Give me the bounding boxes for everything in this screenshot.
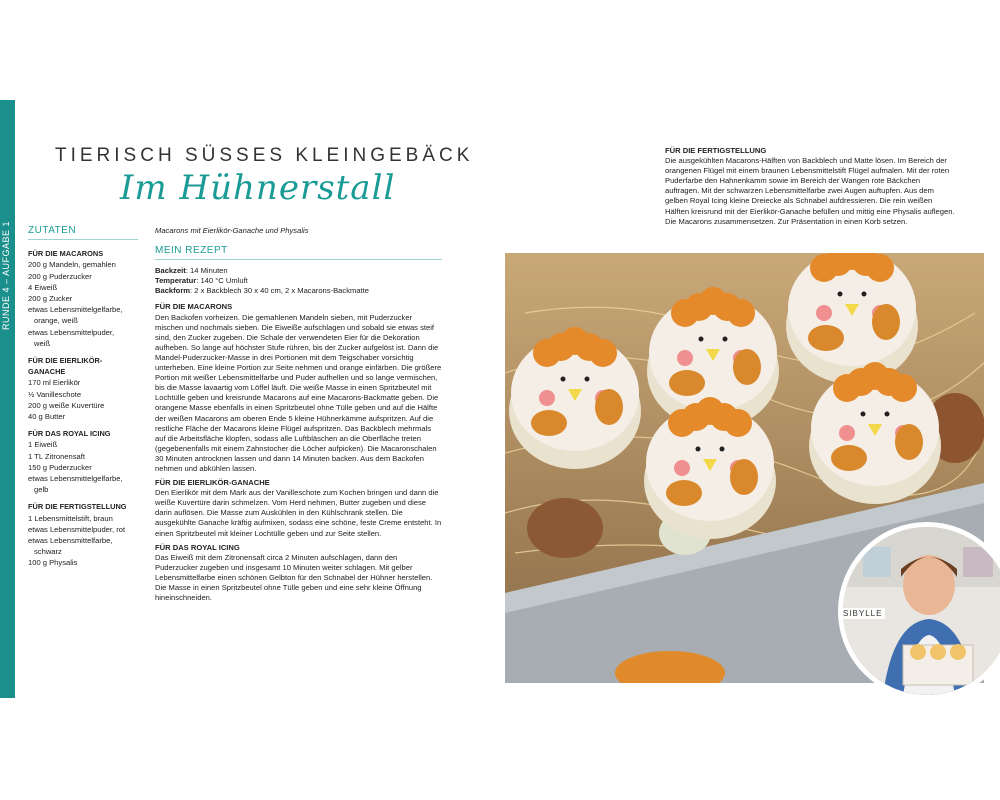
recipe-subtitle: Macarons mit Eierlikör-Ganache und Physalis: [155, 226, 309, 235]
ingredient-item: etwas Lebensmittelgelfarbe,: [28, 474, 123, 484]
ingredient-item: gelb: [34, 485, 49, 495]
ingredients-section-title: FÜR DIE FERTIGSTELLUNG: [28, 502, 127, 512]
ingredient-item: 40 g Butter: [28, 412, 66, 422]
recipe-section-title: FÜR DAS ROYAL ICING: [155, 542, 240, 552]
ingredient-item: 150 g Puderzucker: [28, 462, 92, 472]
chapter-label: RUNDE 4 – AUFGABE 1: [1, 220, 11, 330]
ingredient-item: weiß: [34, 338, 51, 348]
recipe-column: [155, 226, 442, 603]
ingredients-section-title: FÜR DAS ROYAL ICING: [28, 429, 111, 439]
ingredient-item: 200 g weiße Kuvertüre: [28, 400, 105, 410]
backform-label: Backform: [155, 286, 191, 296]
recipe-heading: MEIN REZEPT: [155, 246, 442, 260]
ingredient-item: schwarz: [34, 547, 62, 557]
page-number: 116: [1, 770, 13, 777]
ingredient-item: 1 Lebensmittelstift, braun: [28, 513, 113, 523]
ingredient-item: etwas Lebensmittelfarbe,: [28, 536, 113, 546]
ingredient-item: 170 ml Eierlikör: [28, 378, 81, 388]
page-title: TIERISCH SÜSSES KLEINGEBÄCK: [55, 145, 474, 166]
recipe-section-title: FÜR DIE MACARONS: [155, 302, 233, 312]
ingredient-item: 200 g Mandeln, gemahlen: [28, 260, 116, 270]
recipe-section-text: Das Eiweiß mit dem Zitronensaft circa 2 Minuten aufschlagen, dann den Puderzucker zugeben und insgesamt 10 Minuten weiter schlagen. Mit gelber Lebensmittelfarbe einen schönen Gelbton für den Schnabel der Hühner herstellen. Die Masse in einen Spritzbeutel ohne Tülle geben und eine sehr kleine Öffnung hineinschneiden.: [155, 552, 433, 603]
temperatur-label: Temperatur: [155, 276, 197, 286]
ingredient-item: 200 g Zucker: [28, 294, 73, 304]
ingredient-item: etwas Lebensmittelpuder, rot: [28, 524, 126, 534]
finishing-heading: FÜR DIE FERTIGSTELLUNG: [665, 146, 767, 155]
ingredient-item: 1 TL Zitronensaft: [28, 451, 85, 461]
finishing-column: [665, 146, 955, 227]
ingredient-item: 4 Eiweiß: [28, 282, 58, 292]
finishing-text: Die ausgekühlten Macarons-Hälften von Backblech und Matte lösen. Im Bereich der orangenen Flügel mit einem braunen Lebensmittelstift Flügel aufmalen. Mit der roten Puderfarbe den Hahnenkamm sowie im Bereich der Wangen rote Bäckchen auftragen. Mit der schwarzen Lebensmittelfarbe zwei Augen auftupfen. Aus dem gelben Royal Icing kleine Dreiecke als Schnabel aufdressieren. Die rein weißen Hälften kreisrund mit der Eierlikör-Ganache befüllen und mittig eine Physalis auflegen. Die Macarons zusammensetzen. Zur Präsentation in einen Korb setzen.: [665, 156, 955, 226]
ingredient-item: etwas Lebensmittelgelfarbe,: [28, 305, 123, 315]
temperatur-value: : 140 °C Umluft: [196, 276, 248, 286]
ingredient-item: etwas Lebensmittelpuder,: [28, 327, 115, 337]
ingredients-section-title: FÜR DIE MACARONS: [28, 249, 104, 259]
ingredients-list: [28, 248, 138, 568]
recipe-section-title: FÜR DIE EIERLIKÖR-GANACHE: [155, 478, 270, 488]
ingredient-item: 100 g Physalis: [28, 558, 78, 568]
backzeit-value: : 14 Minuten: [185, 266, 228, 276]
ingredients-heading: ZUTATEN: [28, 225, 138, 240]
ingredients-column: [28, 225, 138, 569]
page-title-script: Im Hühnerstall: [120, 168, 396, 208]
backform-value: : 2 x Backblech 30 x 40 cm, 2 x Macarons-Backmatte: [190, 286, 369, 296]
egg: [527, 498, 603, 558]
backform-line: [155, 286, 442, 296]
ingredient-item: ½ Vanilleschote: [28, 389, 82, 399]
ingredients-section-title: FÜR DIE EIERLIKÖR-GANACHE: [28, 356, 103, 377]
recipe-section-text: Den Eierlikör mit dem Mark aus der Vanilleschote zum Kochen bringen und dann die weiße Kuvertüre darin schmelzen. Vom Herd nehmen, Butter zugeben und diese darin auflösen. Die Masse zum Auskühlen in den Kühlschrank stellen. Die ausgekühlte Ganache kräftig aufmixen, sodass eine schöne, feste Creme entsteht. In einen Spritzbeutel mit kleiner Lochtülle geben und zur Seite stellen.: [155, 488, 442, 538]
ingredient-item: 1 Eiweiß: [28, 440, 58, 450]
side-bar: [0, 100, 15, 777]
temperatur-line: [155, 276, 442, 286]
recipe-sections: [155, 302, 442, 603]
ingredient-item: 200 g Puderzucker: [28, 271, 92, 281]
backzeit-line: [155, 266, 442, 276]
macaron-chick: [786, 253, 918, 384]
chef-name-label: SIBYLLE: [840, 608, 885, 619]
recipe-section-text: Den Backofen vorheizen. Die gemahlenen Mandeln sieben, mit Puderzucker mischen und nochmals sieben. Die Eiweiße aufschlagen und sobald sie etwas steif sind, den Zucker zugeben. Die Schale der verwendeten Eier für die Dekoration aufheben. So lange auf höchster Stufe rühren, bis der Zucker aufgelöst ist. Dann die Mandel-Puderzucker-Masse in drei Portionen mit dem Teigschaber vorsichtig unterheben. Eine kleine Portion zur Seite nehmen und orange einfärben. Die größere Portion mit weißer Lebensmittelfarbe und Puder aufhellen und so lange vermischen, bis die Masse lavaartig vom Löffel läuft. Die weiße Masse in einen Spritzbeutel mit Lochtülle geben und kreisrunde Macarons auf eine Macarons-Backmatte geben. Die orangene Masse ebenfalls in einen Spritzbeutel ohne Tülle geben und auf die Hälfte der weißen Macarons am oberen Ende 5 kleine Hühnerkämme aufspritzen. Auf die restliche Fläche der Macarons kleine Flügel aufspritzen. Das Backblech mehrmals auf die Arbeitsfläche klopfen, sodass alle Luftbläschen an die Oberfläche treten (gegebenenfalls mit einem Zahnstocher die Löcher aufpicken). Die Macaronschalen 30 Minuten antrocknen lassen und dann 14 Minuten backen. Aus dem Backofen nehmen und abkühlen lassen.: [155, 312, 442, 473]
backzeit-label: Backzeit: [155, 266, 186, 276]
ingredient-item: orange, weiß: [34, 316, 78, 326]
